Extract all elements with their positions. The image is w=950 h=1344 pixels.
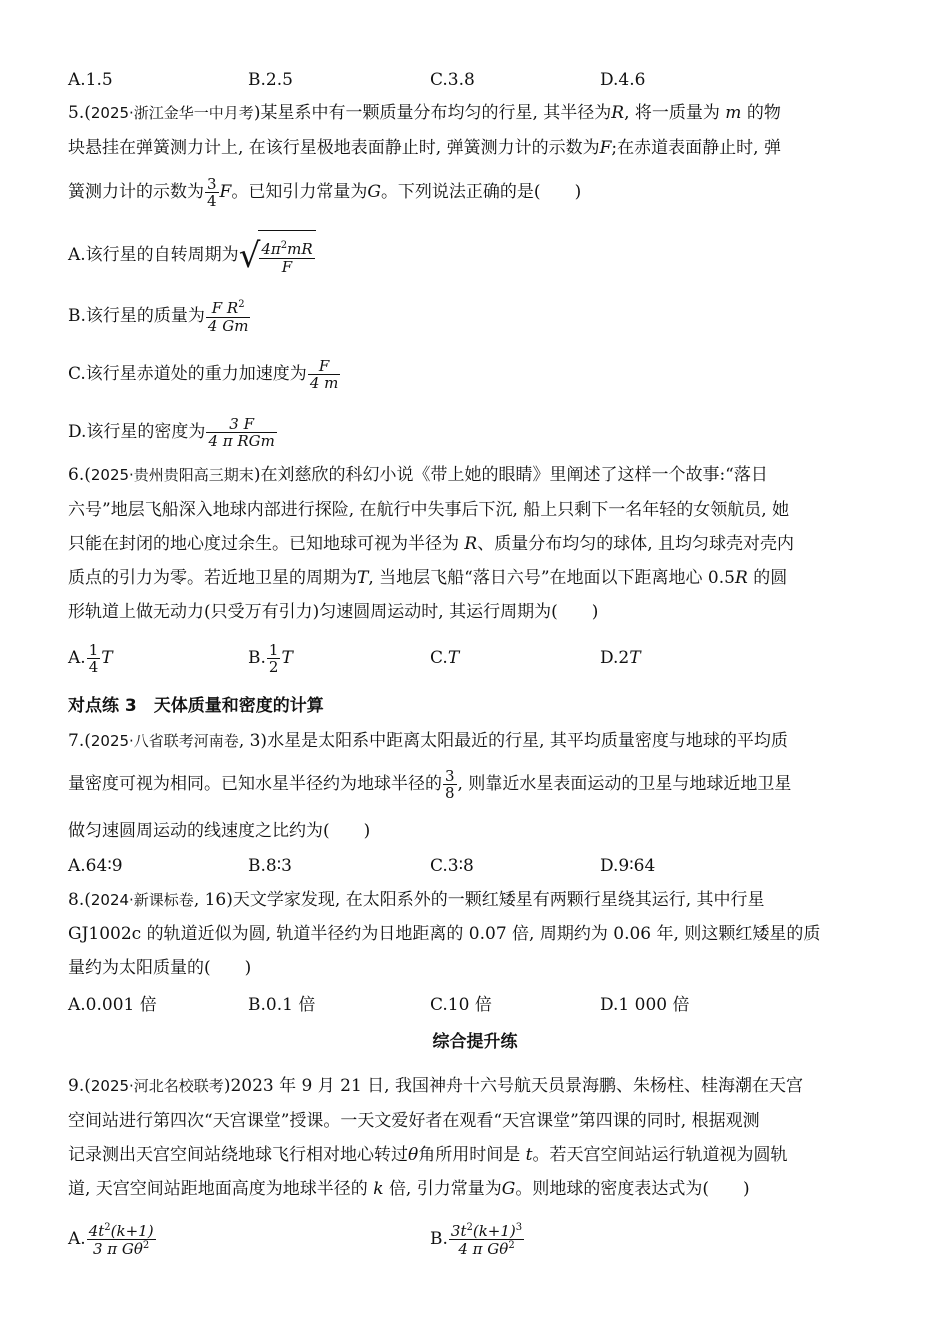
q8-source: 2024·新课标卷 xyxy=(90,891,194,909)
q6-option-b: B. $\frac{1}{2}$ T xyxy=(248,640,293,676)
q8-option-c: C.10 倍 xyxy=(430,995,492,1015)
q5-option-a: A.该行星的自转周期为√ $\frac{4\pi^2mR}{F}$ xyxy=(68,230,316,281)
q9-line-1: 9.(2025·河北名校联考)2023 年 9 月 21 日, 我国神舟十六号航天员景海鹏、朱杨柱、桂海潮在天宫 xyxy=(68,1076,803,1096)
q6-source: 2025·贵州贵阳高三期末 xyxy=(90,466,254,484)
q6-line-3: 只能在封闭的地心度过余生。已知地球可视为半径为 R、质量分布均匀的球体, 且均匀球壳对壳内 xyxy=(68,534,795,554)
q8-option-b: B.0.1 倍 xyxy=(248,995,316,1015)
q8-option-a: A.0.001 倍 xyxy=(68,995,157,1015)
q7-line-2: 量密度可视为相同。已知水星半径约为地球半径的 $\frac{3}{8}$ , 则靠近水星表面运动的卫星与地球近地卫星 xyxy=(68,766,792,802)
q8-line-2: GJ1002c 的轨道近似为圆, 轨道半径约为日地距离的 0.07 倍, 周期约为 0.06 年, 则这颗红矮星的质 xyxy=(68,924,821,944)
q5-line-2: 块悬挂在弹簧测力计上, 在该行星极地表面静止时, 弹簧测力计的示数为F;在赤道表面静止时, 弹 xyxy=(68,138,781,158)
q4-option-b: B.2.5 xyxy=(248,70,293,90)
q8-option-d: D.1 000 倍 xyxy=(600,995,690,1015)
fraction-3-4: $\frac{3}{4}$ xyxy=(207,174,217,210)
q9-line-4: 道, 天宫空间站距地面高度为地球半径的 k 倍, 引力常量为G。则地球的密度表达式为( ) xyxy=(68,1179,750,1199)
q7-source: 2025·八省联考河南卷 xyxy=(90,732,239,750)
q7-line-3: 做匀速圆周运动的线速度之比约为( ) xyxy=(68,821,371,841)
q7-option-c: C.3∶8 xyxy=(430,856,474,876)
q7-option-d: D.9∶64 xyxy=(600,856,656,876)
q4-option-d: D.4.6 xyxy=(600,70,646,90)
q6-option-a: A. $\frac{1}{4}$ T xyxy=(68,640,113,676)
q9-line-2: 空间站进行第四次“天宫课堂”授课。一天文爱好者在观看“天宫课堂”第四课的同时, 根据观测 xyxy=(68,1111,760,1131)
q6-option-d: D.2T xyxy=(600,648,641,668)
q9-source: 2025·河北名校联考 xyxy=(90,1077,224,1095)
q8-line-1: 8.(2024·新课标卷, 16)天文学家发现, 在太阳系外的一颗红矮星有两颗行星绕其运行, 其中行星 xyxy=(68,890,765,910)
q5-source: 2025·浙江金华一中月考 xyxy=(90,104,254,122)
q5-option-d: D.该行星的密度为 $\frac{3 F}{\text{4 π RGm}}$ xyxy=(68,414,275,450)
q5-line-1: 5.(2025·浙江金华一中月考)某星系中有一颗质量分布均匀的行星, 其半径为R, 将一质量为 m 的物 xyxy=(68,103,781,123)
q6-line-4: 质点的引力为零。若近地卫星的周期为T, 当地层飞船“落日六号”在地面以下距离地心 0.5R 的圆 xyxy=(68,568,788,588)
q7-option-a: A.64∶9 xyxy=(68,856,123,876)
q9-option-b: B. $\frac{3t^2(k+1)^3}{4 \pi G\theta^2}$ xyxy=(430,1221,523,1258)
q4-option-a: A.1.5 xyxy=(68,70,113,90)
q9-line-3: 记录测出天宫空间站绕地球飞行相对地心转过θ角所用时间是 t。若天宫空间站运行轨道视为圆轨 xyxy=(68,1145,788,1165)
q6-option-c: C.T xyxy=(430,648,460,668)
q5-line-3: 簧测力计的示数为 $\frac{3}{4}$ F。已知引力常量为G。下列说法正确的是( ) xyxy=(68,174,582,210)
q5-option-c: C.该行星赤道处的重力加速度为 $\frac{F}{4 m}$ xyxy=(68,356,339,392)
synthesis-heading: 综合提升练 xyxy=(432,1032,518,1052)
q5-option-b: B.该行星的质量为 $\frac{F R^2}{4 Gm}$ xyxy=(68,299,249,335)
q4-option-c: C.3.8 xyxy=(430,70,475,90)
q6-line-1: 6.(2025·贵州贵阳高三期末)在刘慈欣的科幻小说《带上她的眼睛》里阐述了这样一个故事:“落日 xyxy=(68,465,768,485)
q9-option-a: A. $\frac{4t^2(k+1)}{3 \pi G\theta^2}$ xyxy=(68,1221,154,1258)
q6-line-2: 六号”地层飞船深入地球内部进行探险, 在航行中失事后下沉, 船上只剩下一名年轻的女领航员, 她 xyxy=(68,500,790,520)
q6-line-5: 形轨道上做无动力(只受万有引力)匀速圆周运动时, 其运行周期为( ) xyxy=(68,602,599,622)
q7-option-b: B.8∶3 xyxy=(248,856,292,876)
sqrt-expression: √ $\frac{4\pi^2mR}{F}$ xyxy=(239,230,316,281)
q7-line-1: 7.(2025·八省联考河南卷, 3)水星是太阳系中距离太阳最近的行星, 其平均质量密度与地球的平均质 xyxy=(68,731,788,751)
q8-line-3: 量约为太阳质量的( ) xyxy=(68,958,252,978)
section-heading: 对点练 3 天体质量和密度的计算 xyxy=(68,696,324,716)
